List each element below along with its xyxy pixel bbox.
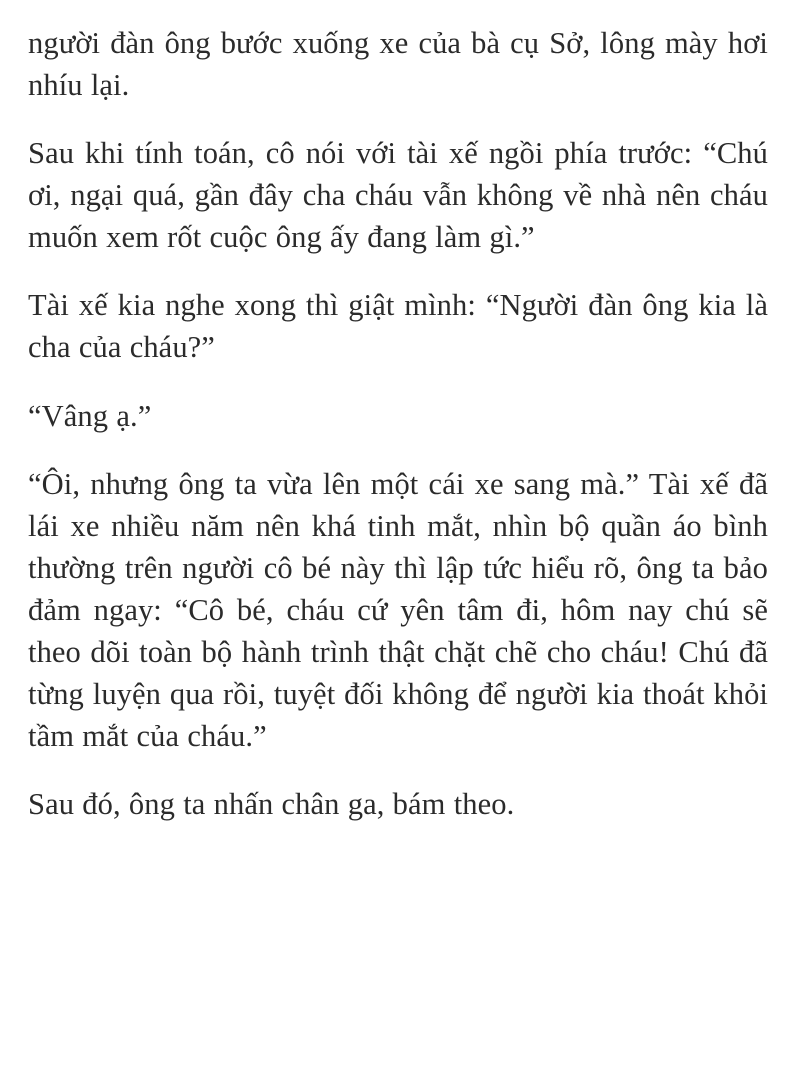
paragraph: Sau đó, ông ta nhấn chân ga, bám theo. <box>28 787 515 822</box>
paragraph: “Ôi, nhưng ông ta vừa lên một cái xe sang mà.” Tài xế đã lái xe nhiều năm nên khá tinh mắt, nhìn bộ quần áo bình thường trên người cô bé này thì lập tức hiểu rõ, ông ta bảo đảm ngay: “Cô bé, cháu cứ yên tâm đi, hôm nay chú sẽ theo dõi toàn bộ hành trình thật chặt chẽ cho cháu! Chú đã từng luyện qua rồi, tuyệt đối không để người kia thoát khỏi tầm mắt của cháu.” <box>28 466 768 754</box>
paragraph: Sau khi tính toán, cô nói với tài xế ngồi phía trước: “Chú ơi, ngại quá, gần đây cha cháu vẫn không về nhà nên cháu muốn xem rốt cuộc ông ấy đang làm gì.” <box>28 136 768 255</box>
paragraph: Tài xế kia nghe xong thì giật mình: “Người đàn ông kia là cha của cháu?” <box>28 288 768 365</box>
paragraph: “Vâng ạ.” <box>28 398 152 433</box>
paragraph: người đàn ông bước xuống xe của bà cụ Sở, lông mày hơi nhíu lại. <box>28 26 768 103</box>
